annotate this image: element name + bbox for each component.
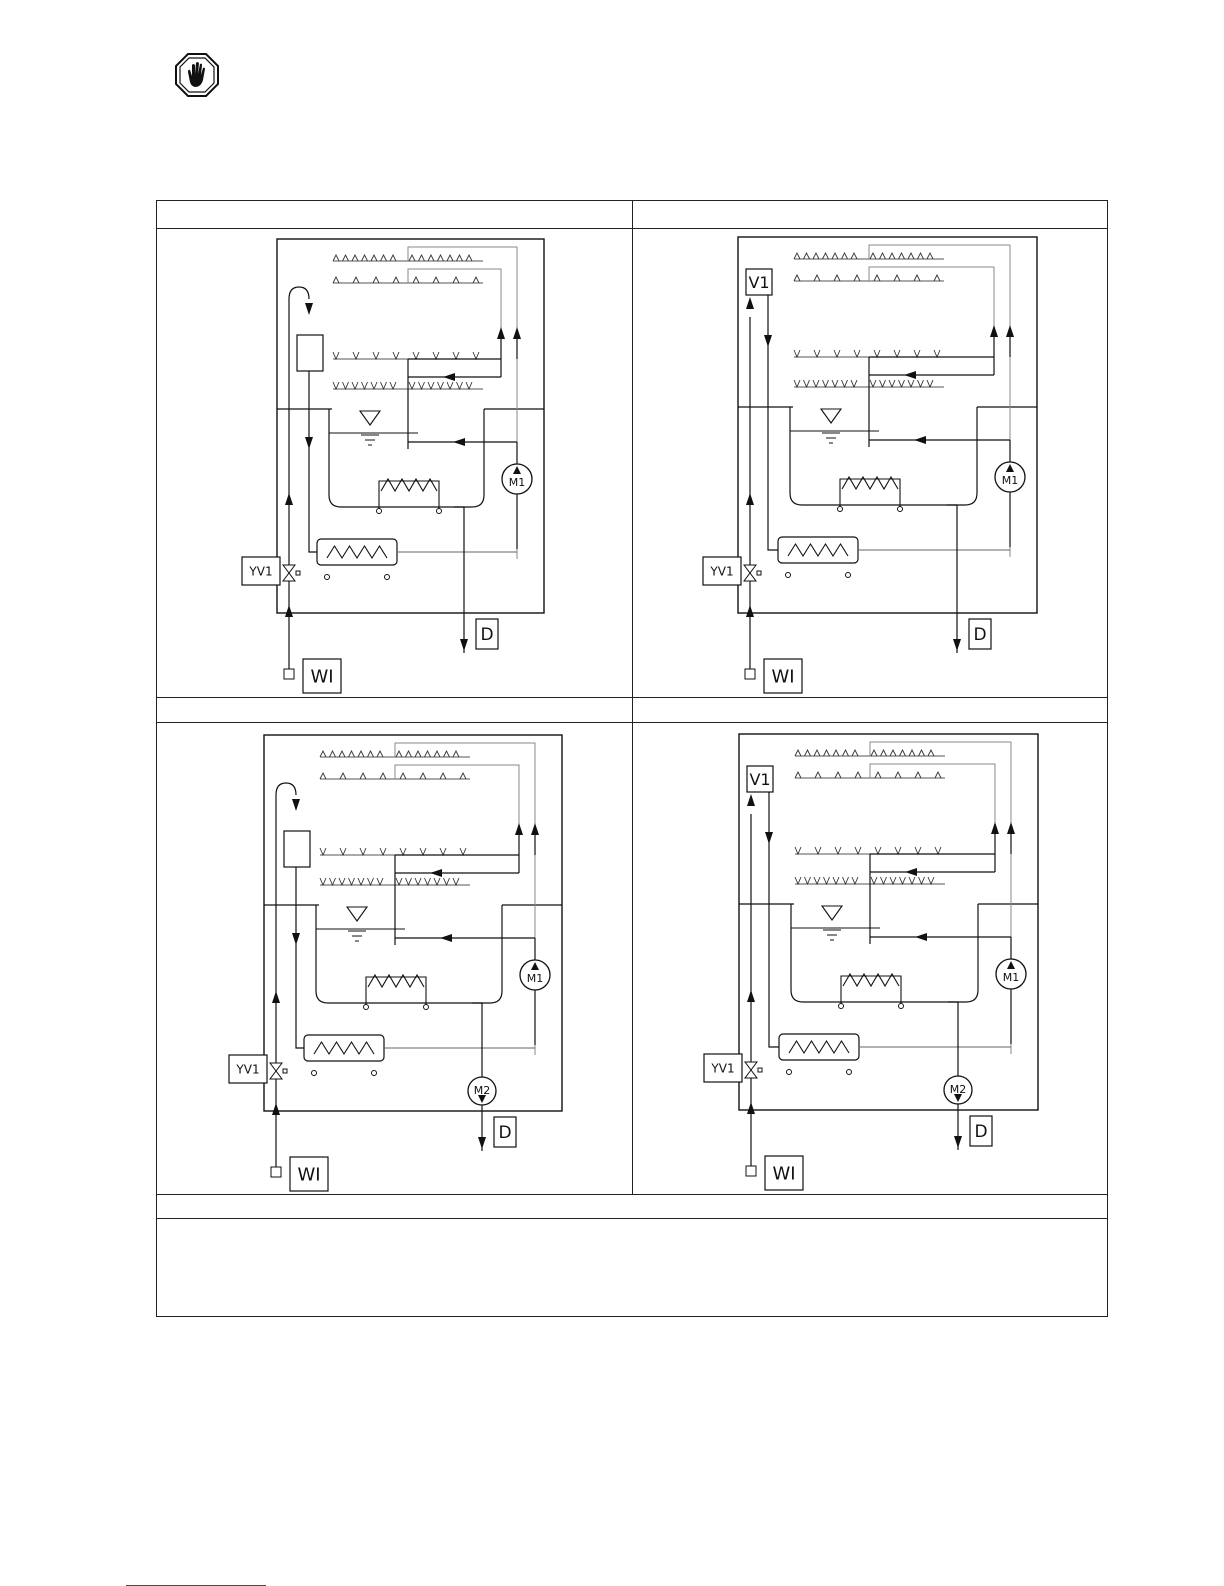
wash-tub: [791, 904, 978, 1002]
inlet-valve-symbol: [744, 565, 756, 581]
water-inlet-label-box-label: WI: [772, 1163, 796, 1185]
water-level-symbol: [347, 907, 367, 921]
drain-pump-m2-label: M2: [473, 1084, 491, 1097]
vent-v1-label-box-label: V1: [748, 272, 770, 292]
wash-tub: [790, 407, 977, 505]
drain-label-box-label: D: [974, 1122, 988, 1143]
water-level-symbol: [360, 411, 380, 425]
inlet-valve-symbol: [270, 1063, 282, 1079]
boiler: [304, 1035, 384, 1061]
water-inlet-label-box-label: WI: [771, 666, 795, 688]
inlet-valve-label-box-label: YV1: [236, 1062, 260, 1077]
air-break-box: [284, 831, 310, 867]
inlet-valve-label-box-label: YV1: [711, 1061, 735, 1076]
water-level-symbol: [821, 409, 841, 423]
boiler: [779, 1034, 859, 1060]
stop-hand-icon: [174, 52, 220, 98]
wash-tub: [329, 409, 484, 507]
row-divider: [157, 1218, 1107, 1219]
inlet-valve-label-box-label: YV1: [249, 564, 273, 579]
diagram-panel-3: [222, 728, 582, 1193]
row-divider: [157, 1194, 1107, 1195]
water-level-symbol: [822, 906, 842, 920]
boiler: [778, 537, 858, 563]
air-break-box: [297, 335, 323, 371]
drain-label-box-label: D: [498, 1123, 512, 1144]
inlet-connector: [284, 669, 294, 679]
inlet-valve-label-box-label: YV1: [710, 564, 734, 579]
inlet-connector: [745, 669, 755, 679]
wash-pump-m1-label: M1: [508, 476, 526, 489]
water-inlet-label-box-label: WI: [310, 666, 334, 688]
inlet-connector: [746, 1166, 756, 1176]
inlet-valve-symbol: [745, 1062, 757, 1078]
diagram-panel-1: [240, 232, 560, 697]
cabinet-outline: [264, 735, 562, 1111]
inlet-valve-symbol: [283, 565, 295, 581]
inlet-connector: [271, 1167, 281, 1177]
wash-pump-m1-label: M1: [526, 972, 544, 985]
diagram-panel-2: [697, 232, 1057, 697]
water-inlet-label-box-label: WI: [297, 1164, 321, 1186]
column-divider: [632, 201, 633, 1194]
wash-pump-m1-label: M1: [1001, 474, 1019, 487]
drain-label-box-label: D: [480, 625, 494, 646]
drain-label-box-label: D: [973, 625, 987, 646]
wash-tub: [316, 905, 502, 1003]
cabinet-outline: [738, 237, 1037, 613]
wash-pump-m1-label: M1: [1002, 971, 1020, 984]
boiler: [317, 539, 397, 565]
diagram-panel-4: [697, 728, 1057, 1193]
cabinet-outline: [739, 734, 1038, 1110]
drain-pump-m2-label: M2: [949, 1083, 967, 1096]
vent-v1-label-box-label: V1: [749, 769, 771, 789]
